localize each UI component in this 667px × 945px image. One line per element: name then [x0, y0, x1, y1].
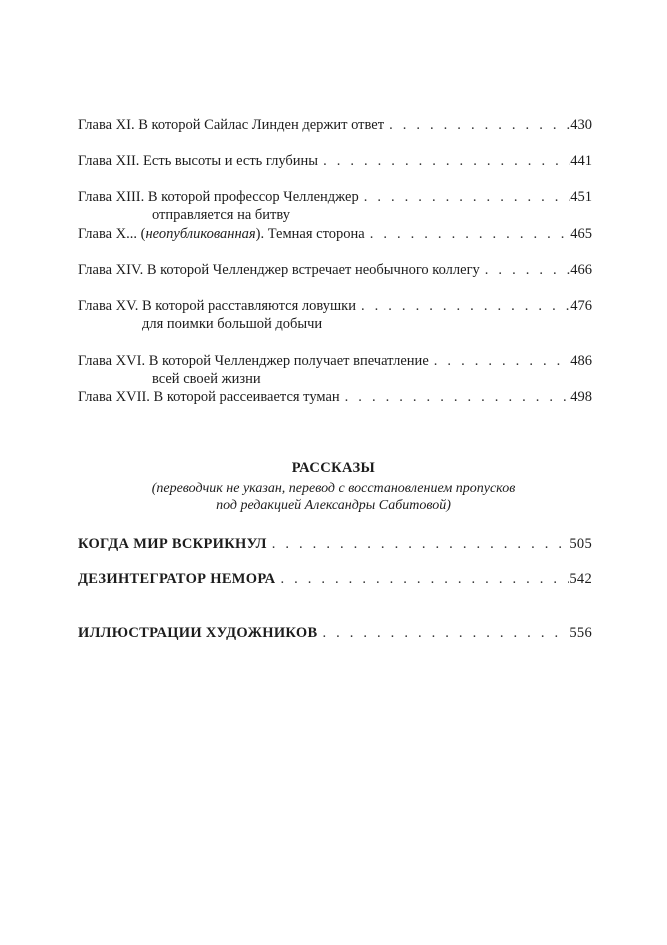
- toc-page-number: 466: [570, 262, 592, 278]
- toc-entry-title: Глава XI. В которой Сайлас Линден держит ответ: [78, 117, 385, 133]
- toc-entry-chapter-15: [78, 297, 592, 315]
- toc-entry-continuation: для поимки большой добычи: [142, 316, 323, 332]
- toc-entry-story: [78, 570, 592, 588]
- toc-page-number: 465: [570, 226, 592, 242]
- dot-leader: [429, 352, 570, 370]
- toc-entry-story: [78, 535, 592, 553]
- dot-leader: [267, 535, 570, 553]
- toc-page-number: 476: [570, 298, 592, 314]
- toc-entry-chapter-12: [78, 152, 592, 170]
- toc-entry-title-italic: неопубликованная: [145, 226, 256, 242]
- toc-entry-chapter-14: [78, 261, 592, 279]
- toc-page-number: 498: [570, 389, 592, 405]
- toc-entry-illustrations: [78, 624, 592, 642]
- toc-page-number: 505: [569, 536, 592, 552]
- toc-entry-title-suffix: ). Темная сторона: [255, 226, 365, 242]
- dot-leader: [318, 152, 570, 170]
- toc-page-number: 542: [569, 571, 592, 587]
- dot-leader: [480, 261, 570, 279]
- section-note-line-2: под редакцией Александры Сабитовой): [216, 498, 451, 513]
- toc-entry-title: Глава XV. В которой расставляются ловушки: [78, 298, 356, 314]
- toc-entry-chapter-16: [78, 352, 592, 370]
- toc-entry-continuation: отправляется на битву: [152, 207, 290, 223]
- toc-entry-chapter-13: [78, 188, 592, 206]
- dot-leader: [359, 188, 571, 206]
- toc-entry-title: ИЛЛЮСТРАЦИИ ХУДОЖНИКОВ: [78, 625, 318, 641]
- toc-entry-title: Глава XVII. В которой рассеивается туман: [78, 389, 340, 405]
- toc-entry-title: ДЕЗИНТЕГРАТОР НЕМОРА: [78, 571, 276, 587]
- toc-entry-title: [78, 225, 365, 243]
- toc-entry-title: Глава XIII. В которой профессор Челленджер: [78, 189, 359, 205]
- toc-entry-chapter-x: [78, 225, 592, 243]
- dot-leader: [384, 116, 570, 134]
- toc-page-number: 486: [570, 353, 592, 369]
- dot-leader: [365, 225, 571, 243]
- toc-entry-chapter-17: [78, 388, 592, 406]
- dot-leader: [356, 297, 570, 315]
- toc-entry-chapter-11: [78, 116, 592, 134]
- dot-leader: [275, 570, 569, 588]
- section-note-line-1: (переводчик не указан, перевод с восстановлением пропусков: [151, 481, 516, 496]
- toc-page-number: 430: [570, 117, 592, 133]
- dot-leader: [317, 624, 569, 642]
- toc-page-number: 451: [570, 189, 592, 205]
- section-heading: РАССКАЗЫ: [291, 460, 376, 476]
- toc-page-number: 556: [569, 625, 592, 641]
- dot-leader: [340, 388, 571, 406]
- toc-entry-title: Глава XVI. В которой Челленджер получает впечатление: [78, 353, 429, 369]
- toc-page-number: 441: [570, 153, 592, 169]
- toc-entry-continuation: всей своей жизни: [152, 371, 261, 387]
- toc-entry-title-prefix: Глава X... (: [78, 226, 146, 242]
- toc-entry-title: КОГДА МИР ВСКРИКНУЛ: [78, 536, 267, 552]
- toc-entry-title: Глава XIV. В которой Челленджер встречает необычного коллегу: [78, 262, 480, 278]
- toc-entry-title: Глава XII. Есть высоты и есть глубины: [78, 153, 319, 169]
